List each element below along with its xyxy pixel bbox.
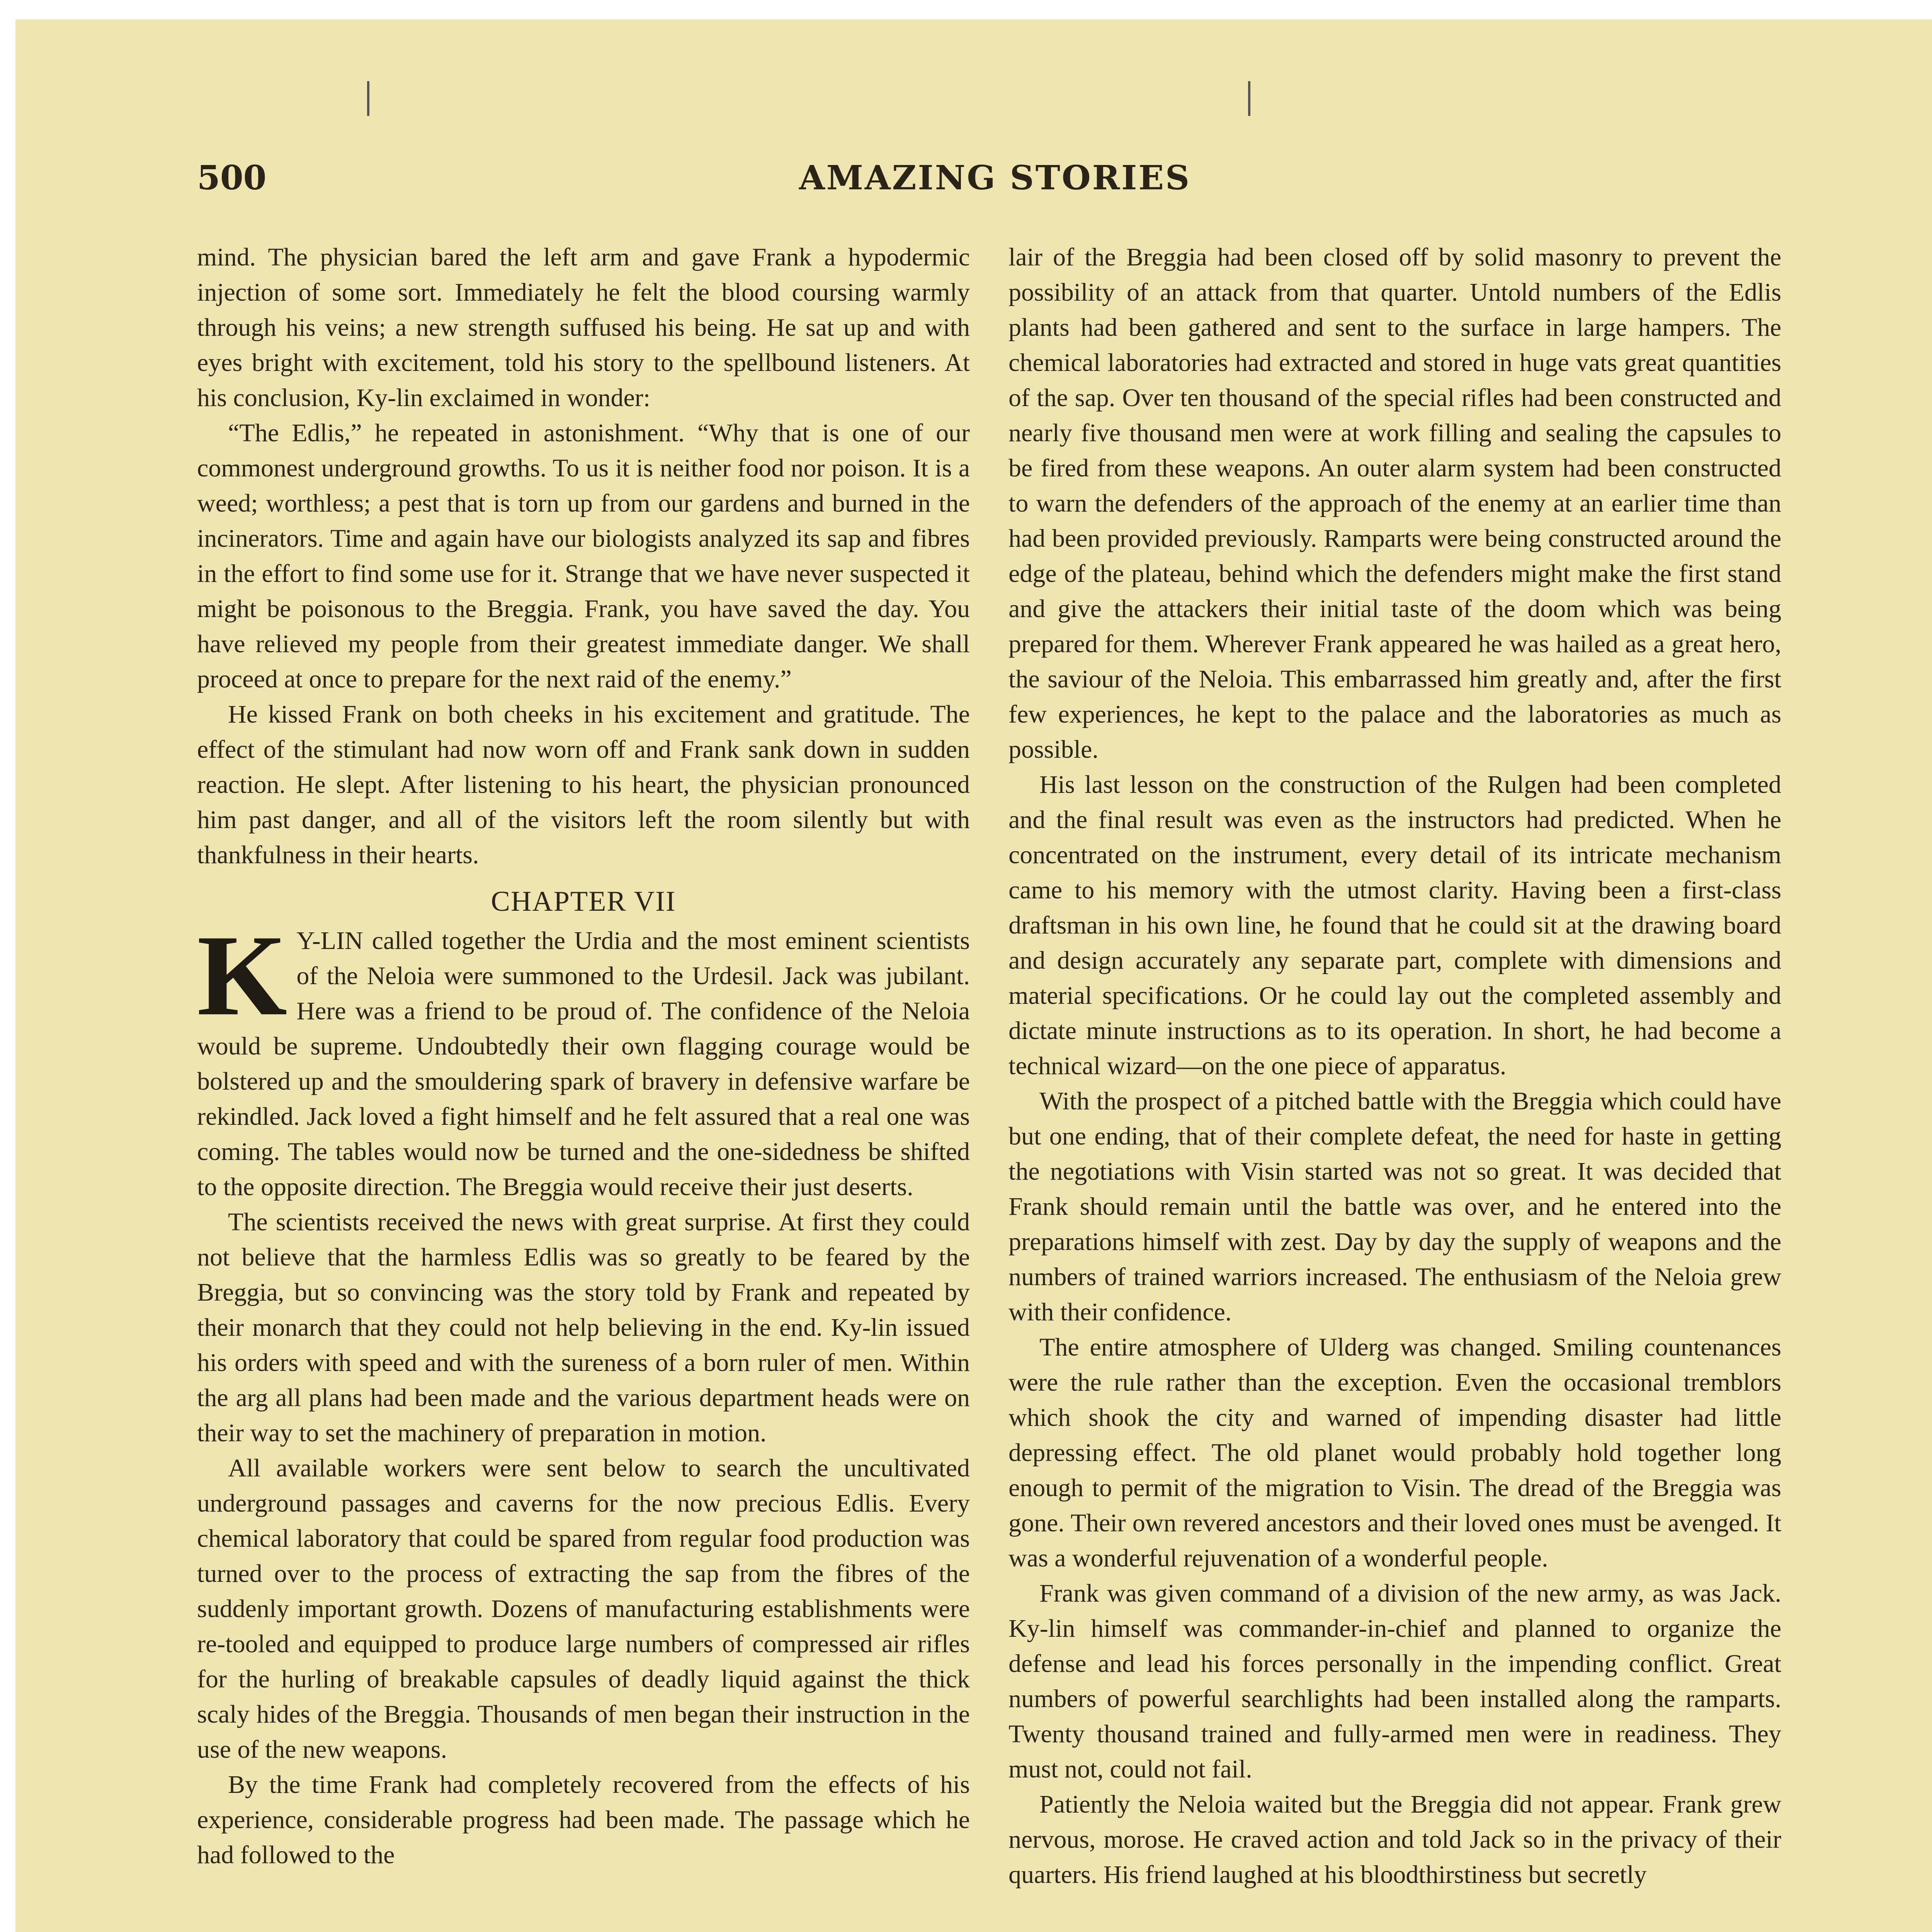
running-title: AMAZING STORIES bbox=[799, 158, 1191, 197]
paragraph: lair of the Breggia had been closed off by solid masonry to prevent the possibility of an attack from that quarter. Untold numbers of the Edlis plants had been gathered and sent to the surface in large hampers. The chemical laboratories had extracted and stored in huge vats great quantities of the sap. Over ten thousand of the special rifles had been constructed and nearly five thousand men were at work filling and sealing the capsules to be fired from these weapons. An outer alarm system had been constructed to warn the defenders of the approach of the enemy at an earlier time than had been provided previously. Ramparts were being constructed around the edge of the plateau, behind which the defenders might make the first stand and give the attackers their initial taste of the doom which was being prepared for them. Wherever Frank appeared he was hailed as a great hero, the saviour of the Neloia. This embarrassed him greatly and, after the first few experiences, he kept to the palace and the laboratories as much as possible. bbox=[1009, 243, 1781, 764]
crop-mark bbox=[1248, 81, 1250, 116]
paragraph: The scientists received the news with great surprise. At first they could not believe that the harmless Edlis was so greatly to be feared by the Breggia, but so convincing was the story told by Frank and repeated by their monarch that they could not help believing in the end. Ky-lin issued his orders with speed and with the sureness of a born ruler of men. Within the arg all plans had been made and the various department heads were on their way to set the machinery of preparation in motion. bbox=[197, 1208, 970, 1447]
left-column bbox=[197, 240, 970, 1932]
paragraph: With the prospect of a pitched battle with the Breggia which could have but one ending, that of their complete defeat, the need for haste in getting the negotiations with Visin started was not so great. It was decided that Frank should remain until the battle was over, and he entered into the preparations himself with zest. Day by day the supply of weapons and the numbers of trained warriors increased. The enthusiasm of the Neloia grew with their confidence. bbox=[1009, 1087, 1781, 1326]
crop-mark bbox=[367, 81, 369, 116]
paragraph: Patiently the Neloia waited but the Breggia did not appear. Frank grew nervous, morose. He craved action and told Jack so in the privacy of their quarters. His friend laughed at his bloodthirstiness but secretly bbox=[1009, 1790, 1781, 1889]
paragraph: mind. The physician bared the left arm and gave Frank a hypodermic injection of some sort. Immediately he felt the blood coursing warmly through his veins; a new strength suffused his being. He sat up and with eyes bright with excitement, told his story to the spellbound listeners. At his conclusion, Ky-lin exclaimed in wonder: bbox=[197, 243, 970, 412]
right-column bbox=[1009, 240, 1781, 1932]
magazine-page bbox=[15, 19, 1932, 1932]
paragraph: By the time Frank had completely recovered from the effects of his experience, considerable progress had been made. The passage which he had followed to the bbox=[197, 1770, 970, 1869]
paragraph: Frank was given command of a division of the new army, as was Jack. Ky-lin himself was commander-in-chief and planned to organize the defense and lead his forces personally in the impending conflict. Great numbers of powerful searchlights had been installed along the ramparts. Twenty thousand trained and fully-armed men were in readiness. They must not, could not fail. bbox=[1009, 1579, 1781, 1783]
chapter-opening-paragraph bbox=[197, 911, 970, 1204]
paragraph: The entire atmosphere of Ulderg was changed. Smiling countenances were the rule rather than the exception. Even the occasional tremblors which shook the city and warned of impending disaster had little depressing effect. The old planet would probably hold together long enough to permit of the migration to Visin. The dread of the Breggia was gone. Their own revered ancestors and their loved ones must be avenged. It was a wonderful rejuvenation of a wonderful people. bbox=[1009, 1333, 1781, 1572]
paragraph: All available workers were sent below to search the uncultivated underground passages and caverns for the now precious Edlis. Every chemical laboratory that could be spared from regular food production was turned over to the process of extracting the sap from the fibres of the suddenly important growth. Dozens of manufacturing establishments were re-tooled and equipped to produce large numbers of compressed air rifles for the hurling of breakable capsules of deadly liquid against the thick scaly hides of the Breggia. Thousands of men began their instruction in the use of the new weapons. bbox=[197, 1454, 970, 1764]
chapter-heading: CHAPTER VII bbox=[491, 886, 676, 917]
paragraph: “The Edlis,” he repeated in astonishment. “Why that is one of our commonest underground growths. To us it is neither food nor poison. It is a weed; worthless; a pest that is torn up from our gardens and burned in the incinerators. Time and again have our biologists analyzed its sap and fibres in the effort to find some use for it. Strange that we have never suspected it might be poisonous to the Breggia. Frank, you have saved the day. You have relieved my people from their greatest immediate danger. We shall proceed at once to prepare for the next raid of the enemy.” bbox=[197, 419, 970, 693]
paragraph: His last lesson on the construction of the Rulgen had been completed and the final result was even as the instructors had predicted. When he concentrated on the instrument, every detail of its intricate mechanism came to his memory with the utmost clarity. Having been a first-class draftsman in his own line, he found that he could sit at the drawing board and design accurately any separate part, complete with dimensions and material specifications. Or he could lay out the completed assembly and dictate minute instructions as to its operation. In short, he had become a technical wizard—on the one piece of apparatus. bbox=[1009, 770, 1781, 1080]
drop-cap: K bbox=[197, 911, 287, 1039]
paragraph-text: Y-LIN called together the Urdia and the most eminent scientists of the Neloia were summoned to the Urdesil. Jack was jubilant. Here was a friend to be proud of. The confidence of the Neloia would be supreme. Undoubtedly their own flagging courage would be bolstered up and the smouldering spark of bravery in defensive warfare be rekindled. Jack loved a fight himself and he felt assured that a real one was coming. The tables would now be turned and the one-sidedness be shifted to the opposite direction. The Breggia would receive their just deserts. bbox=[197, 927, 970, 1201]
page-number: 500 bbox=[197, 158, 267, 197]
paragraph: He kissed Frank on both cheeks in his excitement and gratitude. The effect of the stimulant had now worn off and Frank sank down in sudden reaction. He slept. After listening to his heart, the physician pronounced him past danger, and all of the visitors left the room silently but with thankfulness in their hearts. bbox=[197, 700, 970, 869]
page-header bbox=[197, 158, 1793, 213]
